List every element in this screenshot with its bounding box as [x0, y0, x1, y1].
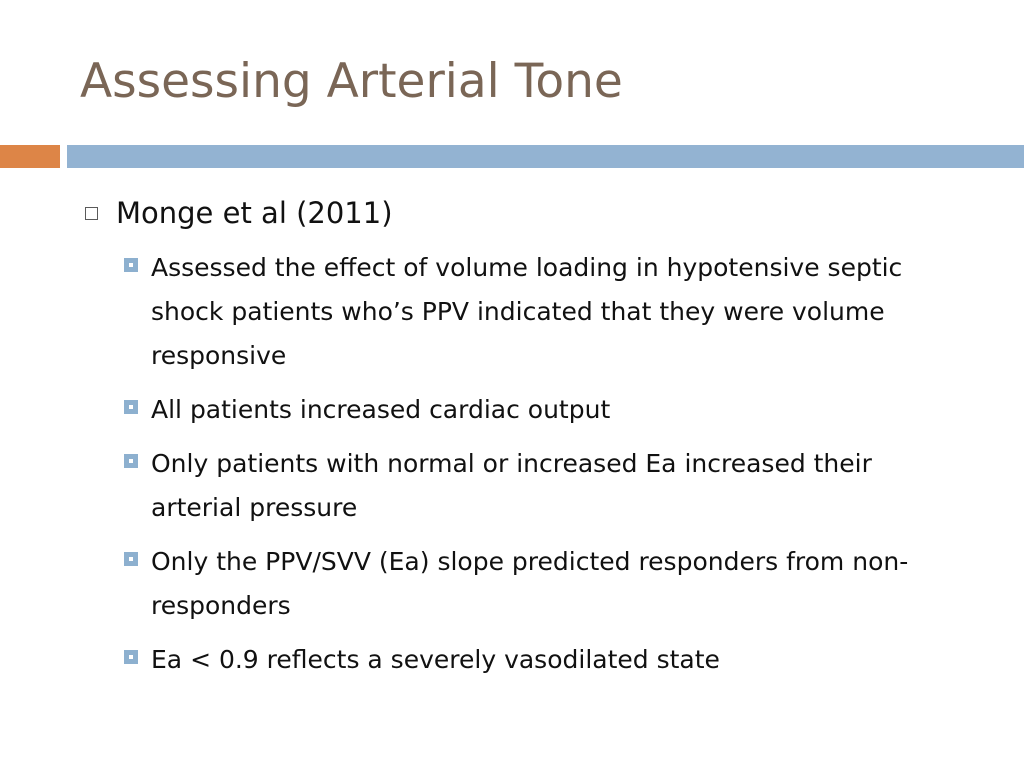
sub-bullet-item — [124, 246, 1004, 378]
filled-square-bullet-icon — [124, 454, 138, 468]
sub-bullet-text: All patients increased cardiac output — [151, 395, 611, 424]
sub-bullet-item — [124, 388, 1004, 432]
sub-bullet-list — [124, 246, 1004, 692]
sub-bullet-text: Assessed the effect of volume loading in hypotensive septic shock patients who’s PPV indicated that they were volume responsive — [151, 253, 903, 370]
bullet-level1-text: Monge et al (2011) — [116, 196, 393, 230]
sub-bullet-item — [124, 540, 1004, 628]
filled-square-bullet-icon — [124, 258, 138, 272]
filled-square-bullet-icon — [124, 552, 138, 566]
hollow-square-bullet-icon — [85, 207, 98, 220]
sub-bullet-item — [124, 638, 1004, 682]
slide-title: Assessing Arterial Tone — [80, 54, 623, 109]
sub-bullet-text: Only the PPV/SVV (Ea) slope predicted responders from non-responders — [151, 547, 909, 620]
sub-bullet-text: Only patients with normal or increased Ea increased their arterial pressure — [151, 449, 872, 522]
sub-bullet-item — [124, 442, 1004, 530]
filled-square-bullet-icon — [124, 400, 138, 414]
sub-bullet-text: Ea < 0.9 reflects a severely vasodilated state — [151, 645, 720, 674]
bullet-level1 — [85, 193, 393, 233]
filled-square-bullet-icon — [124, 650, 138, 664]
